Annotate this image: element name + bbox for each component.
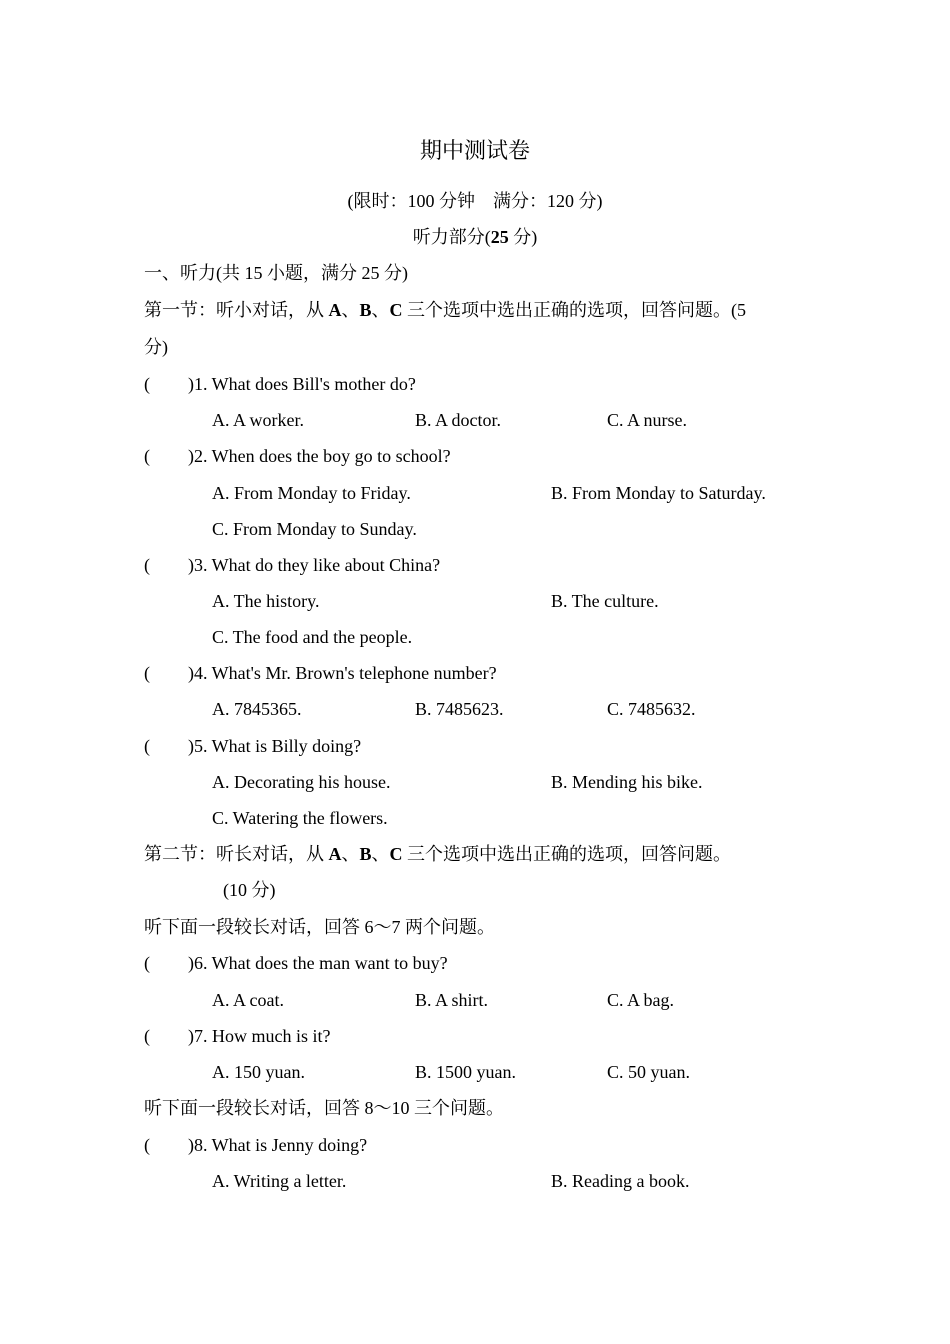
option-a: A. 7845365. xyxy=(212,699,302,719)
option-c: C. From Monday to Sunday. xyxy=(212,519,417,539)
answer-blank[interactable]: ( xyxy=(144,1135,150,1155)
option-c: C. 7485632. xyxy=(607,699,696,719)
exam-title: 期中测试卷 xyxy=(419,138,530,163)
option-c: C. A nurse. xyxy=(607,410,688,430)
question-8: ( )8. What is Jenny doing? xyxy=(144,1135,368,1155)
question-7: ( )7. How much is it? xyxy=(144,1026,331,1046)
section-one-instruction: 第一节：听小对话，从 A、B、C 三个选项中选出正确的选项，回答问题。(5 xyxy=(144,300,747,320)
section-two-instruction-cont: (10 分) xyxy=(223,880,276,900)
exam-subtitle: (限时：100 分钟 满分：120 分) xyxy=(347,191,603,211)
instruction-6-7: 听下面一段较长对话，回答 6～7 两个问题。 xyxy=(144,917,495,937)
option-a: A. From Monday to Friday. xyxy=(212,483,411,503)
question-3: ( )3. What do they like about China? xyxy=(144,555,441,575)
option-c: C. The food and the people. xyxy=(212,627,413,647)
option-a: A. A coat. xyxy=(212,990,284,1010)
listening-header: 听力部分(25 分) xyxy=(412,227,538,247)
option-b: B. Reading a book. xyxy=(551,1171,690,1191)
answer-blank[interactable]: ( xyxy=(144,374,150,394)
option-a: A. Writing a letter. xyxy=(212,1171,347,1191)
option-b: B. Mending his bike. xyxy=(551,772,703,792)
question-2: ( )2. When does the boy go to school? xyxy=(144,446,451,466)
option-a: A. A worker. xyxy=(212,410,304,430)
section-two-instruction: 第二节：听长对话，从 A、B、C 三个选项中选出正确的选项，回答问题。 xyxy=(144,844,732,864)
part-one-heading: 一、听力(共 15 小题，满分 25 分) xyxy=(144,263,408,283)
answer-blank[interactable]: ( xyxy=(144,953,150,973)
question-5: ( )5. What is Billy doing? xyxy=(144,736,362,756)
question-1: ( )1. What does Bill's mother do? xyxy=(144,374,416,394)
option-b: B. A doctor. xyxy=(415,410,502,430)
answer-blank[interactable]: ( xyxy=(144,446,150,466)
answer-blank[interactable]: ( xyxy=(144,736,150,756)
question-6: ( )6. What does the man want to buy? xyxy=(144,953,448,973)
option-b: B. A shirt. xyxy=(415,990,489,1010)
answer-blank[interactable]: ( xyxy=(144,1026,150,1046)
option-c: C. A bag. xyxy=(607,990,675,1010)
option-a: A. The history. xyxy=(212,591,320,611)
answer-blank[interactable]: ( xyxy=(144,663,150,683)
option-b: B. From Monday to Saturday. xyxy=(551,483,766,503)
option-b: B. 7485623. xyxy=(415,699,504,719)
option-b: B. 1500 yuan. xyxy=(415,1062,516,1082)
option-c: C. 50 yuan. xyxy=(607,1062,690,1082)
option-b: B. The culture. xyxy=(551,591,659,611)
section-one-instruction-cont: 分) xyxy=(144,337,168,357)
option-a: A. Decorating his house. xyxy=(212,772,391,792)
option-a: A. 150 yuan. xyxy=(212,1062,305,1082)
question-4: ( )4. What's Mr. Brown's telephone number? xyxy=(144,663,497,683)
answer-blank[interactable]: ( xyxy=(144,555,150,575)
option-c: C. Watering the flowers. xyxy=(212,808,388,828)
instruction-8-10: 听下面一段较长对话，回答 8～10 三个问题。 xyxy=(144,1098,504,1118)
